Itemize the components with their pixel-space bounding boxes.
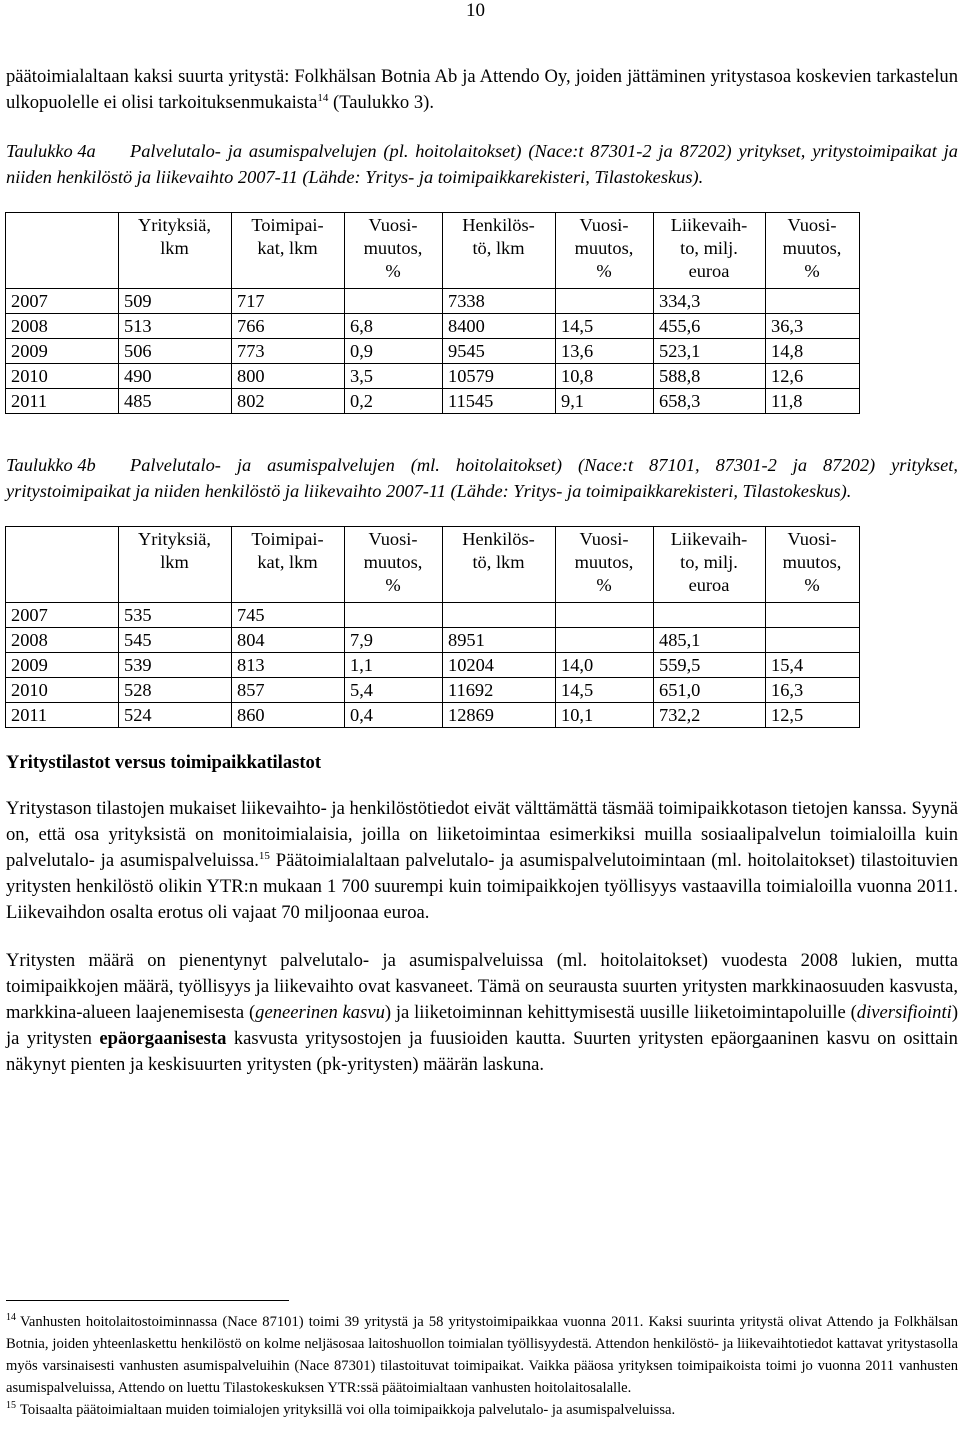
table-cell: 14,5 [556, 314, 654, 339]
header-line: % [804, 575, 820, 595]
table-cell: 800 [232, 364, 345, 389]
footnote-ref-15[interactable]: 15 [258, 850, 270, 862]
header-line: Vuosi- [579, 529, 629, 549]
table-cell: 8951 [443, 628, 556, 653]
header-line: lkm [160, 552, 189, 572]
header-line: tö, lkm [472, 552, 525, 572]
header-line: % [804, 261, 820, 281]
table-header-cell [654, 213, 766, 289]
header-line: muutos, [782, 238, 842, 258]
table-cell: 524 [119, 703, 232, 728]
footnote-number: 15 [6, 1400, 16, 1411]
table-cell [345, 603, 443, 628]
table-cell: 513 [119, 314, 232, 339]
table-cell [556, 603, 654, 628]
table-cell: 485,1 [654, 628, 766, 653]
header-line: tö, lkm [472, 238, 525, 258]
table-cell: 804 [232, 628, 345, 653]
body-paragraph-1 [6, 796, 958, 926]
table-cell [766, 289, 860, 314]
header-line: Henkilös- [462, 215, 535, 235]
header-line: Vuosi- [787, 529, 837, 549]
year-cell: 2007 [6, 603, 119, 628]
year-cell: 2009 [6, 339, 119, 364]
table-cell: 860 [232, 703, 345, 728]
table-cell: 16,3 [766, 678, 860, 703]
footnote-number: 14 [6, 1312, 16, 1323]
table-header-cell [443, 527, 556, 603]
table-cell: 490 [119, 364, 232, 389]
table-cell: 13,6 [556, 339, 654, 364]
para1-text-end: Päätoimialaltaan palvelutalo- ja asumispalvelutoimintaan (ml. hoitolaitokset) tilastoituvien yritysten henkilöstö olikin YTR:n mukaan 1 700 suurempi kuin toimipaikkojen työllisyys vastaavilla toimialoilla vuonna 2011. Liikevaihdon osalta erotus oli vajaat 70 miljoonaa euroa. [6, 850, 959, 923]
header-line: euroa [688, 575, 730, 595]
table-cell: 10,8 [556, 364, 654, 389]
table-cell: 36,3 [766, 314, 860, 339]
header-line: % [596, 575, 612, 595]
header-line: euroa [688, 261, 730, 281]
header-line: Liikevaih- [670, 215, 748, 235]
table-header-cell [119, 527, 232, 603]
header-line: Toimipai- [251, 215, 324, 235]
table-cell: 0,4 [345, 703, 443, 728]
header-line: muutos, [574, 238, 634, 258]
table-cell [443, 603, 556, 628]
footnote-14 [6, 1311, 958, 1399]
body-paragraph-2 [6, 948, 958, 1078]
table-a [5, 212, 860, 414]
table-cell: 766 [232, 314, 345, 339]
header-line: kat, lkm [257, 552, 318, 572]
year-cell: 2010 [6, 364, 119, 389]
table-header-cell [6, 213, 119, 289]
table-row [6, 603, 860, 628]
table-cell: 14,5 [556, 678, 654, 703]
table-header-cell [766, 527, 860, 603]
table-cell [556, 628, 654, 653]
para1-text: Yritystason tilastojen mukaiset liikevaihto- ja henkilöstötiedot eivät välttämättä täsmää toimipaikkotason tietojen kanssa. Syynä on, että osa yrityksistä on monitoimialaisia, joilla on liiketoimintaa esimerkiksi muilla sosiaalipalvelun toimialoilla kuin palvelutalo- ja asumispalveluissa. [6, 798, 958, 871]
table-b-label: Taulukko 4b [6, 455, 96, 475]
year-cell: 2010 [6, 678, 119, 703]
table-cell: 10,1 [556, 703, 654, 728]
footnote-ref-14[interactable]: 14 [317, 92, 329, 104]
footnote-text: Vanhusten hoitolaitostoiminnassa (Nace 87101) toimi 39 yritystä ja 58 yritystoimipaikkaa vuonna 2011. Kaksi suurinta yritystä olivat Attendo ja Folkhälsan Botnia, joiden yhteenlaskettu henkilöstö on kolme neljäsosaa laitoshuollon toimialan työllisyydestä. Attendon henkilöstö- ja liikevaihtotiedot kattavat yritystasolla myös varsinaisesti vanhusten asumispalveluihin (Nace 87301) tilastoituvat toimipaikat. Vaikka pääosa yrityksen toimipaikoista toimi jo vuonna 2011 vanhusten asumispalveluissa, Attendo on luettu Tilastokeskuksen YTR:ssä päätoimialtaan vanhusten hoitolaitosalalle. [6, 1314, 958, 1396]
header-line: muutos, [363, 552, 423, 572]
table-cell: 745 [232, 603, 345, 628]
table-cell: 535 [119, 603, 232, 628]
table-cell: 14,8 [766, 339, 860, 364]
intro-text-end: (Taulukko 3). [328, 92, 434, 113]
header-line: Henkilös- [462, 529, 535, 549]
table-header-row [6, 213, 860, 289]
table-cell: 12,5 [766, 703, 860, 728]
table-row [6, 289, 860, 314]
table-cell [345, 289, 443, 314]
table-cell: 732,2 [654, 703, 766, 728]
table-header-cell [654, 527, 766, 603]
header-line: % [596, 261, 612, 281]
table-cell: 528 [119, 678, 232, 703]
table-cell: 1,1 [345, 653, 443, 678]
table-cell: 509 [119, 289, 232, 314]
table-cell: 10579 [443, 364, 556, 389]
table-cell: 7338 [443, 289, 556, 314]
header-line: muutos, [363, 238, 423, 258]
table-cell: 857 [232, 678, 345, 703]
table-row [6, 653, 860, 678]
table-row [6, 389, 860, 414]
table-header-cell [443, 213, 556, 289]
header-line: Yrityksiä, [137, 529, 212, 549]
header-line: to, milj. [680, 238, 738, 258]
table-cell: 717 [232, 289, 345, 314]
header-line: Vuosi- [368, 529, 418, 549]
table-header-cell [345, 213, 443, 289]
section-heading: Yritystilastot versus toimipaikkatilastot [6, 752, 322, 773]
table-header-cell [6, 527, 119, 603]
table-cell [766, 603, 860, 628]
header-line: % [385, 261, 401, 281]
header-line: muutos, [574, 552, 634, 572]
table-cell: 485 [119, 389, 232, 414]
table-cell: 813 [232, 653, 345, 678]
table-header-cell [232, 213, 345, 289]
table-header-cell [556, 213, 654, 289]
table-cell: 10204 [443, 653, 556, 678]
table-cell: 9,1 [556, 389, 654, 414]
table-cell: 7,9 [345, 628, 443, 653]
table-row [6, 339, 860, 364]
table-cell: 11545 [443, 389, 556, 414]
header-line: kat, lkm [257, 238, 318, 258]
table-cell: 11,8 [766, 389, 860, 414]
para2-text-2: ) ja liiketoiminnan kehittymisestä uusille liiketoimintapoluille ( [384, 1002, 857, 1023]
table-cell: 455,6 [654, 314, 766, 339]
table-b-caption-text: Palvelutalo- ja asumispalvelujen (ml. hoitolaitokset) (Nace:t 87101, 87301-2 ja 87202) yritykset, yritystoimipaikat ja niiden henkilöstö ja liikevaihto 2007-11 (Lähde: Yritys- ja toimipaikkarekisteri, Tilastokeskus). [6, 455, 958, 501]
table-cell: 3,5 [345, 364, 443, 389]
header-line: Vuosi- [787, 215, 837, 235]
table-cell: 523,1 [654, 339, 766, 364]
year-cell: 2011 [6, 389, 119, 414]
table-header-cell [556, 527, 654, 603]
table-a-caption [6, 138, 958, 190]
table-cell [654, 603, 766, 628]
header-line: % [385, 575, 401, 595]
table-cell: 588,8 [654, 364, 766, 389]
table-row [6, 314, 860, 339]
para2-text-1: Yritysten määrä on pienentynyt palvelutalo- ja asumispalveluissa (ml. hoitolaitokset) vuodesta 2008 lukien, mutta toimipaikkojen määrä, työllisyys ja liikevaihto ovat kasvaneet. Tämä on seurausta suurten yritysten markkinaosuuden kasvusta, markkina-alueen laajenemisesta ( [6, 950, 958, 1023]
year-cell: 2008 [6, 314, 119, 339]
table-cell: 15,4 [766, 653, 860, 678]
footnotes [6, 1311, 958, 1421]
table-header-cell [766, 213, 860, 289]
table-b-caption [6, 452, 958, 504]
para2-bold: epäorgaanisesta [99, 1028, 227, 1049]
header-line: lkm [160, 238, 189, 258]
table-cell: 14,0 [556, 653, 654, 678]
table-cell: 0,9 [345, 339, 443, 364]
table-row [6, 364, 860, 389]
para2-text-3: ) ja yritysten [6, 1002, 959, 1049]
table-cell: 802 [232, 389, 345, 414]
para2-text-4: kasvusta yritysostojen ja fuusioiden kautta. Suurten yritysten epäorgaaninen kasvu on osittain näkynyt pienten ja keskisuurten yritysten (pk-yritysten) määrän laskuna. [6, 1028, 958, 1075]
table-cell: 334,3 [654, 289, 766, 314]
table-b [5, 526, 860, 728]
intro-paragraph [6, 64, 958, 116]
header-line: muutos, [782, 552, 842, 572]
page-number: 10 [466, 0, 485, 21]
table-cell: 6,8 [345, 314, 443, 339]
para2-italic-2: diversifiointi [856, 1002, 952, 1023]
table-cell: 11692 [443, 678, 556, 703]
table-header-cell [345, 527, 443, 603]
table-cell: 0,2 [345, 389, 443, 414]
year-cell: 2008 [6, 628, 119, 653]
table-row [6, 628, 860, 653]
header-line: Toimipai- [251, 529, 324, 549]
table-cell: 9545 [443, 339, 556, 364]
para2-italic-1: geneerinen kasvu [255, 1002, 385, 1023]
table-header-cell [119, 213, 232, 289]
table-cell: 539 [119, 653, 232, 678]
table-cell: 559,5 [654, 653, 766, 678]
table-cell: 545 [119, 628, 232, 653]
table-a-label: Taulukko 4a [6, 141, 96, 161]
year-cell: 2011 [6, 703, 119, 728]
table-a-caption-text: Palvelutalo- ja asumispalvelujen (pl. hoitolaitokset) (Nace:t 87301-2 ja 87202) yritykset, yritystoimipaikat ja niiden henkilöstö ja liikevaihto 2007-11 (Lähde: Yritys- ja toimipaikkarekisteri, Tilastokeskus). [6, 141, 958, 187]
table-header-cell [232, 527, 345, 603]
year-cell: 2009 [6, 653, 119, 678]
header-line: Vuosi- [368, 215, 418, 235]
table-cell: 5,4 [345, 678, 443, 703]
table-row [6, 703, 860, 728]
table-cell [766, 628, 860, 653]
table-cell: 12,6 [766, 364, 860, 389]
header-line: Liikevaih- [670, 529, 748, 549]
year-cell: 2007 [6, 289, 119, 314]
header-line: Vuosi- [579, 215, 629, 235]
table-cell: 506 [119, 339, 232, 364]
footnote-separator [6, 1300, 289, 1301]
table-cell [556, 289, 654, 314]
table-cell: 8400 [443, 314, 556, 339]
table-cell: 658,3 [654, 389, 766, 414]
main-content [6, 64, 958, 1078]
intro-text: päätoimialaltaan kaksi suurta yritystä: Folkhälsan Botnia Ab ja Attendo Oy, joiden jättäminen yritystasoa koskevien tarkastelun ulkopuolelle ei olisi tarkoituksenmukaista [6, 66, 958, 113]
table-cell: 773 [232, 339, 345, 364]
table-row [6, 678, 860, 703]
footnote-15 [6, 1399, 958, 1421]
header-line: to, milj. [680, 552, 738, 572]
table-cell: 651,0 [654, 678, 766, 703]
table-cell: 12869 [443, 703, 556, 728]
header-line: Yrityksiä, [137, 215, 212, 235]
table-header-row [6, 527, 860, 603]
footnote-text: Toisaalta päätoimialtaan muiden toimialojen yrityksillä voi olla toimipaikkoja palvelutalo- ja asumispalveluissa. [20, 1402, 676, 1418]
